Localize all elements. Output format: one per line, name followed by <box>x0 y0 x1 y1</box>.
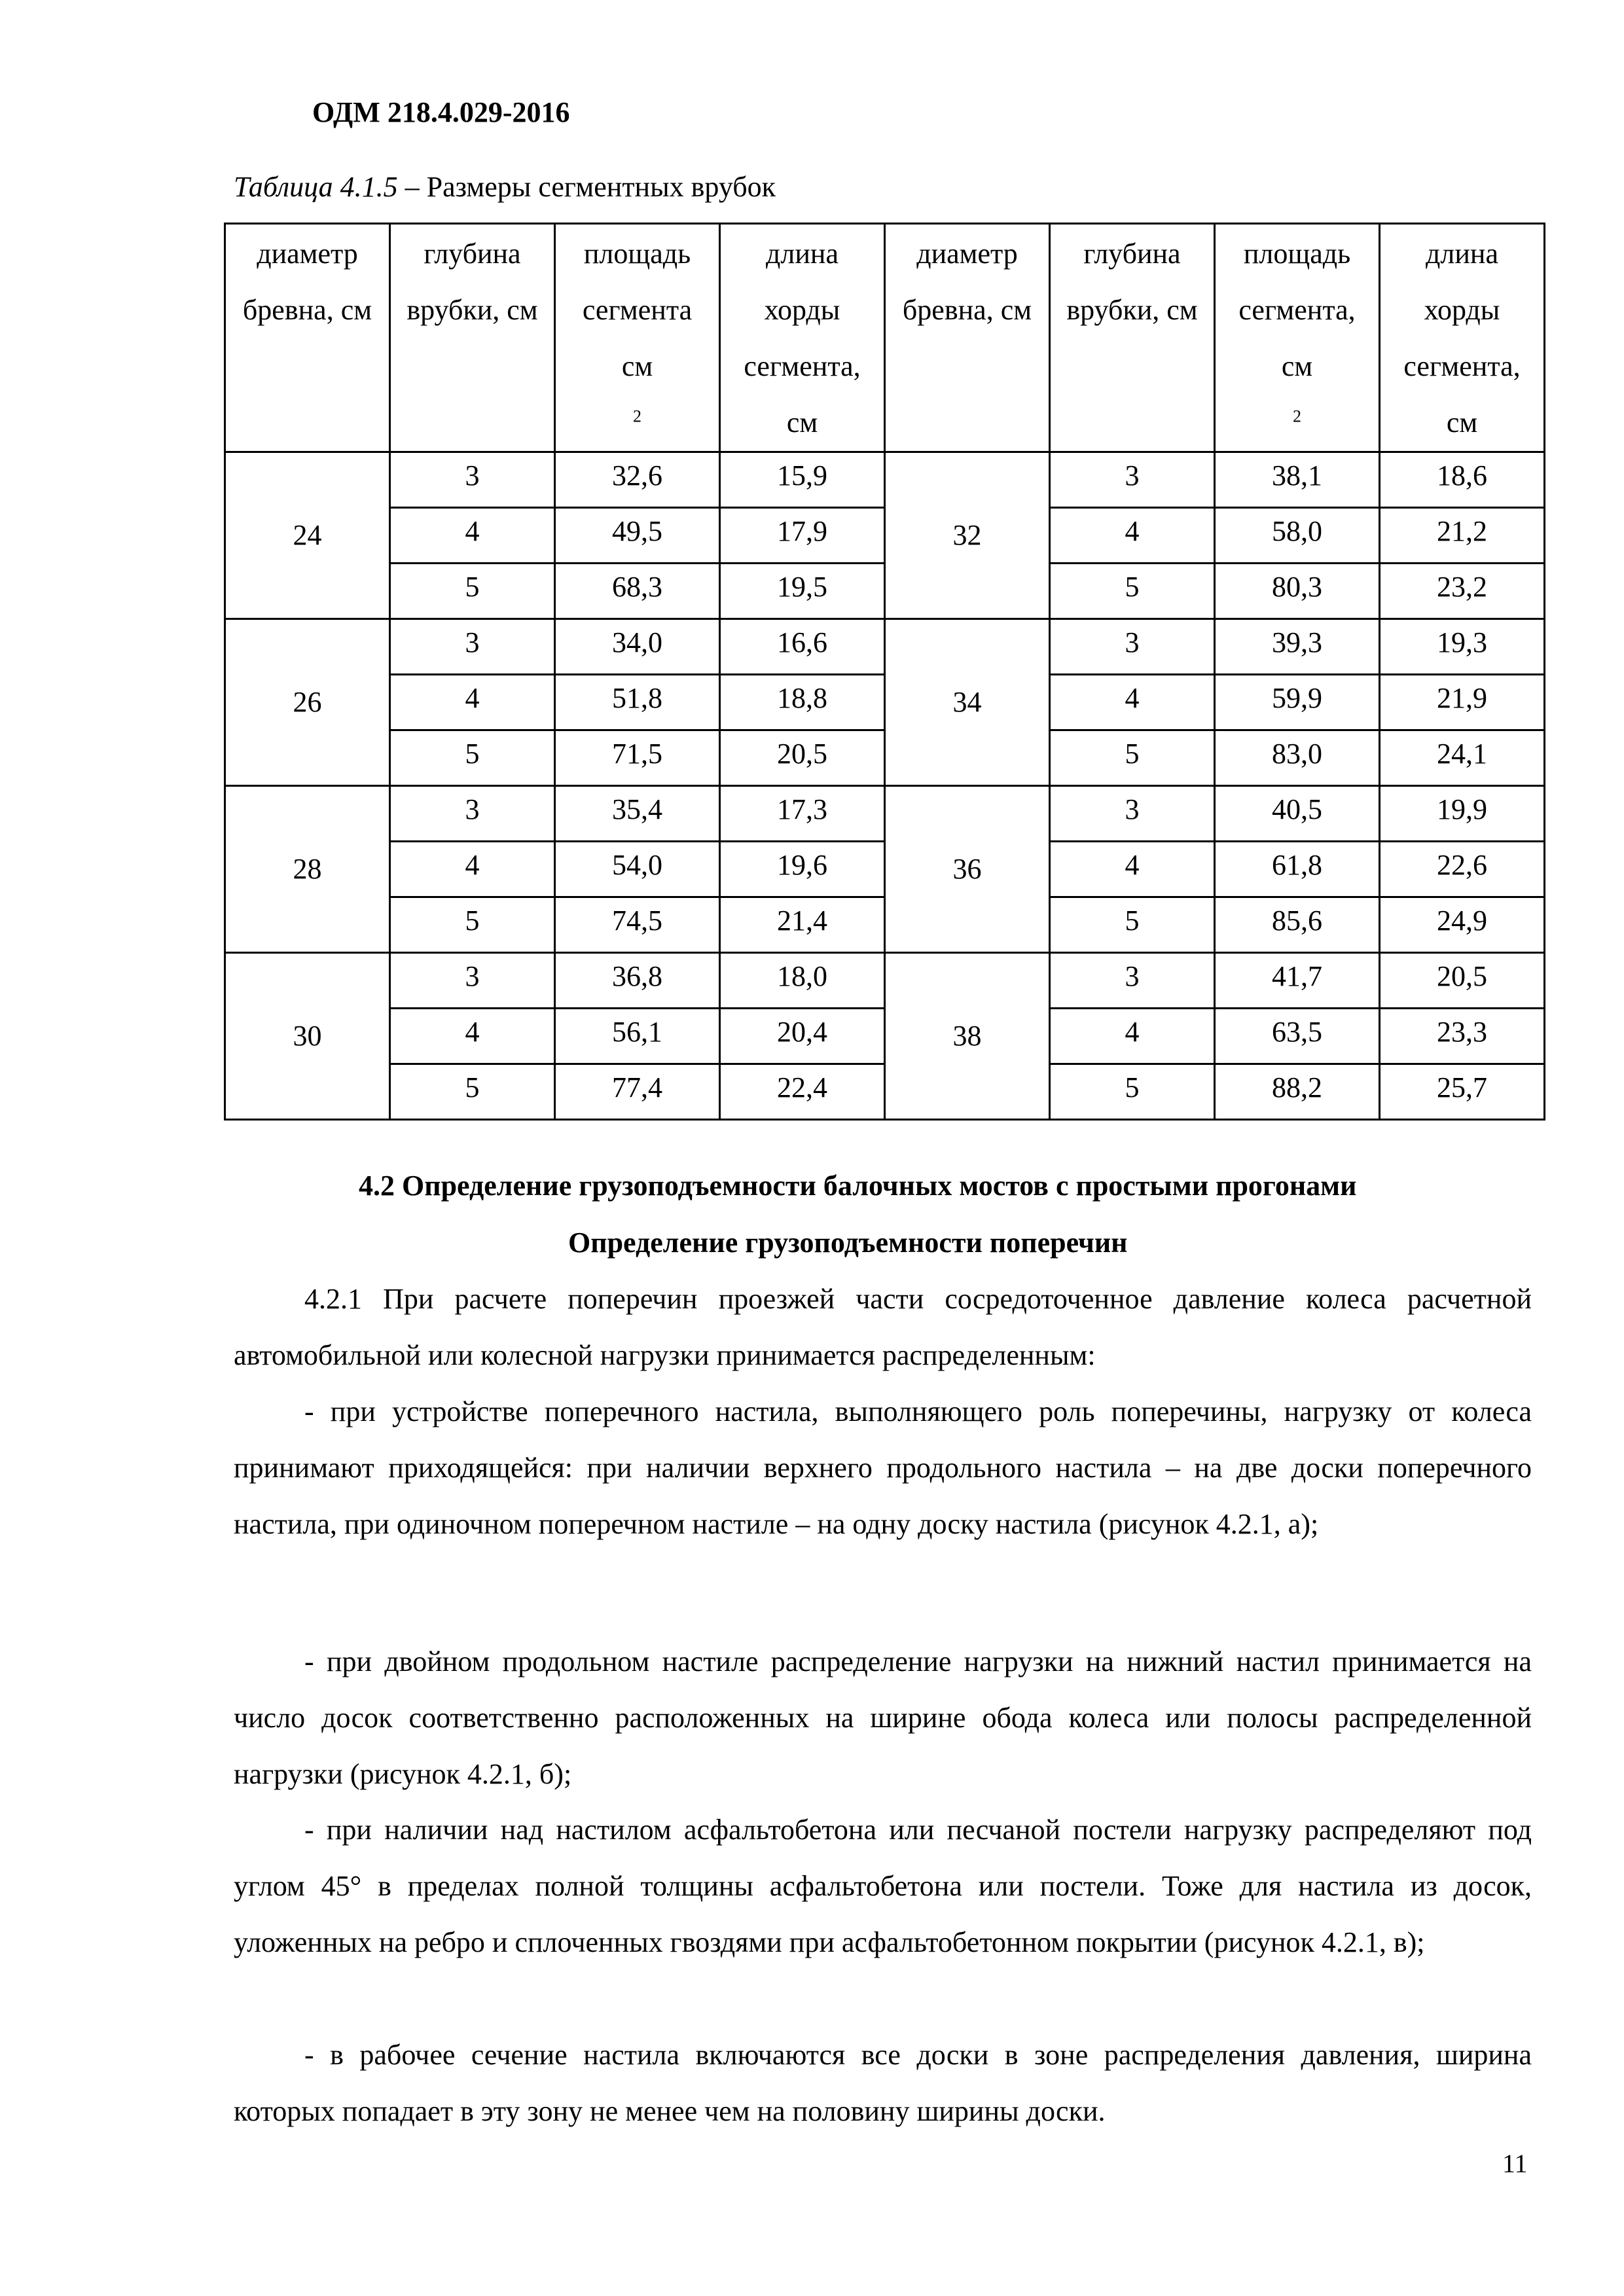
table-cell: 58,0 <box>1215 508 1380 564</box>
table-cell: 17,3 <box>720 786 885 842</box>
table-cell: 77,4 <box>555 1064 720 1120</box>
table-body <box>225 452 1545 1120</box>
paragraph-bullet-2: - при двойном продольном настиле распределение нагрузки на нижний настил принимается на число досок соответственно расположенных на ширине обода колеса или полосы распределенной нагрузки (рисунок 4.2.1, б); <box>234 1645 1532 1790</box>
table-cell: 83,0 <box>1215 730 1380 786</box>
table-cell: 21,2 <box>1380 508 1545 564</box>
table-cell: 40,5 <box>1215 786 1380 842</box>
table-cell: 4 <box>390 675 555 730</box>
paragraph-bullet-1: - при устройстве поперечного настила, выполняющего роль поперечины, нагрузку от колеса принимают приходящейся: при наличии верхнего продольного настила – на две доски поперечного настила, при одиночном поперечном настиле – на одну доску настила (рисунок 4.2.1, а); <box>234 1395 1532 1540</box>
table-caption <box>234 173 776 202</box>
table-cell: 4 <box>390 508 555 564</box>
header-notch-depth-2: глубина врубки, см <box>1050 224 1215 452</box>
table-cell: 20,4 <box>720 1009 885 1064</box>
table-cell: 20,5 <box>720 730 885 786</box>
table-cell: 5 <box>1050 564 1215 619</box>
table-cell: 49,5 <box>555 508 720 564</box>
table-cell: 18,0 <box>720 953 885 1009</box>
table-cell: 24,1 <box>1380 730 1545 786</box>
table-cell: 38,1 <box>1215 452 1380 508</box>
table-cell: 3 <box>390 619 555 675</box>
table-cell: 19,5 <box>720 564 885 619</box>
right-diameter-cell: 32 <box>885 452 1050 619</box>
table-cell: 4 <box>1050 508 1215 564</box>
table-cell: 36,8 <box>555 953 720 1009</box>
table-cell: 5 <box>390 897 555 953</box>
table-row <box>225 786 1545 842</box>
table-cell: 5 <box>390 730 555 786</box>
left-diameter-cell: 24 <box>225 452 390 619</box>
table-cell: 24,9 <box>1380 897 1545 953</box>
table-cell: 22,6 <box>1380 842 1545 897</box>
table-cell: 4 <box>390 842 555 897</box>
header-log-diameter-2: диаметр бревна, см <box>885 224 1050 452</box>
table-cell: 19,3 <box>1380 619 1545 675</box>
paragraph-bullet-4: - в рабочее сечение настила включаются все доски в зоне распределения давления, ширина которых попадает в эту зону не менее чем на половину ширины доски. <box>234 2039 1532 2127</box>
right-diameter-cell: 34 <box>885 619 1050 786</box>
table-cell: 3 <box>1050 953 1215 1009</box>
table-cell: 4 <box>1050 842 1215 897</box>
header-segment-area-2: площадь сегмента, см $^2$ <box>1215 224 1380 452</box>
header-notch-depth: глубина врубки, см <box>390 224 555 452</box>
section-heading: 4.2 Определение грузоподъемности балочных мостов с простыми прогонами <box>359 1170 1357 1202</box>
table-cell: 54,0 <box>555 842 720 897</box>
table-cell: 32,6 <box>555 452 720 508</box>
table-cell: 3 <box>390 953 555 1009</box>
table-caption-text: – Размеры сегментных врубок <box>397 171 776 203</box>
table-row <box>225 953 1545 1009</box>
table-cell: 17,9 <box>720 508 885 564</box>
table-cell: 71,5 <box>555 730 720 786</box>
table-cell: 25,7 <box>1380 1064 1545 1120</box>
table-cell: 3 <box>1050 786 1215 842</box>
table-cell: 41,7 <box>1215 953 1380 1009</box>
section-subheading: Определение грузоподъемности поперечин <box>568 1227 1128 1259</box>
table-cell: 34,0 <box>555 619 720 675</box>
table-cell: 19,6 <box>720 842 885 897</box>
table-cell: 59,9 <box>1215 675 1380 730</box>
table-row <box>225 452 1545 508</box>
table-row <box>225 619 1545 675</box>
header-log-diameter: диаметр бревна, см <box>225 224 390 452</box>
paragraph-bullet-3: - при наличии над настилом асфальтобетона или песчаной постели нагрузку распределяют под углом 45° в пределах полной толщины асфальтобетона или постели. Тоже для настила из досок, уложенных на ребро и сплоченных гвоздями при асфальтобетонном покрытии (рисунок 4.2.1, в); <box>234 1814 1532 1958</box>
table-cell: 3 <box>390 786 555 842</box>
table-cell: 20,5 <box>1380 953 1545 1009</box>
table-cell: 15,9 <box>720 452 885 508</box>
table-cell: 18,8 <box>720 675 885 730</box>
table-cell: 22,4 <box>720 1064 885 1120</box>
table-cell: 23,2 <box>1380 564 1545 619</box>
table-cell: 3 <box>1050 619 1215 675</box>
table-cell: 5 <box>1050 1064 1215 1120</box>
header-chord-length-2: длина хорды сегмента, см <box>1380 224 1545 452</box>
table-cell: 3 <box>390 452 555 508</box>
table-cell: 88,2 <box>1215 1064 1380 1120</box>
table-cell: 74,5 <box>555 897 720 953</box>
table-cell: 35,4 <box>555 786 720 842</box>
paragraph-4-2-1: 4.2.1 При расчете поперечин проезжей части сосредоточенное давление колеса расчетной автомобильной или колесной нагрузки принимается распределенным: <box>234 1283 1532 1371</box>
header-segment-area: площадь сегмента см $^2$ <box>555 224 720 452</box>
left-diameter-cell: 26 <box>225 619 390 786</box>
table-cell: 4 <box>1050 1009 1215 1064</box>
table-cell: 5 <box>1050 897 1215 953</box>
table-cell: 5 <box>390 564 555 619</box>
table-header-row <box>225 224 1545 452</box>
header-chord-length: длина хорды сегмента, см <box>720 224 885 452</box>
table-cell: 3 <box>1050 452 1215 508</box>
table-cell: 4 <box>1050 675 1215 730</box>
page-number: 11 <box>1502 2149 1528 2178</box>
table-cell: 39,3 <box>1215 619 1380 675</box>
left-diameter-cell: 28 <box>225 786 390 953</box>
right-diameter-cell: 36 <box>885 786 1050 953</box>
segment-notch-table <box>224 223 1545 1121</box>
table-cell: 18,6 <box>1380 452 1545 508</box>
table-cell: 5 <box>1050 730 1215 786</box>
table-cell: 4 <box>390 1009 555 1064</box>
table-cell: 5 <box>390 1064 555 1120</box>
table-cell: 23,3 <box>1380 1009 1545 1064</box>
right-diameter-cell: 38 <box>885 953 1050 1120</box>
table-cell: 56,1 <box>555 1009 720 1064</box>
table-cell: 51,8 <box>555 675 720 730</box>
table-cell: 63,5 <box>1215 1009 1380 1064</box>
table-cell: 61,8 <box>1215 842 1380 897</box>
left-diameter-cell: 30 <box>225 953 390 1120</box>
table-cell: 16,6 <box>720 619 885 675</box>
table-cell: 19,9 <box>1380 786 1545 842</box>
document-code: ОДМ 218.4.029-2016 <box>312 96 570 128</box>
table-cell: 21,4 <box>720 897 885 953</box>
table-cell: 68,3 <box>555 564 720 619</box>
table-caption-label: Таблица 4.1.5 <box>234 171 398 203</box>
table-cell: 21,9 <box>1380 675 1545 730</box>
table-cell: 85,6 <box>1215 897 1380 953</box>
table-cell: 80,3 <box>1215 564 1380 619</box>
